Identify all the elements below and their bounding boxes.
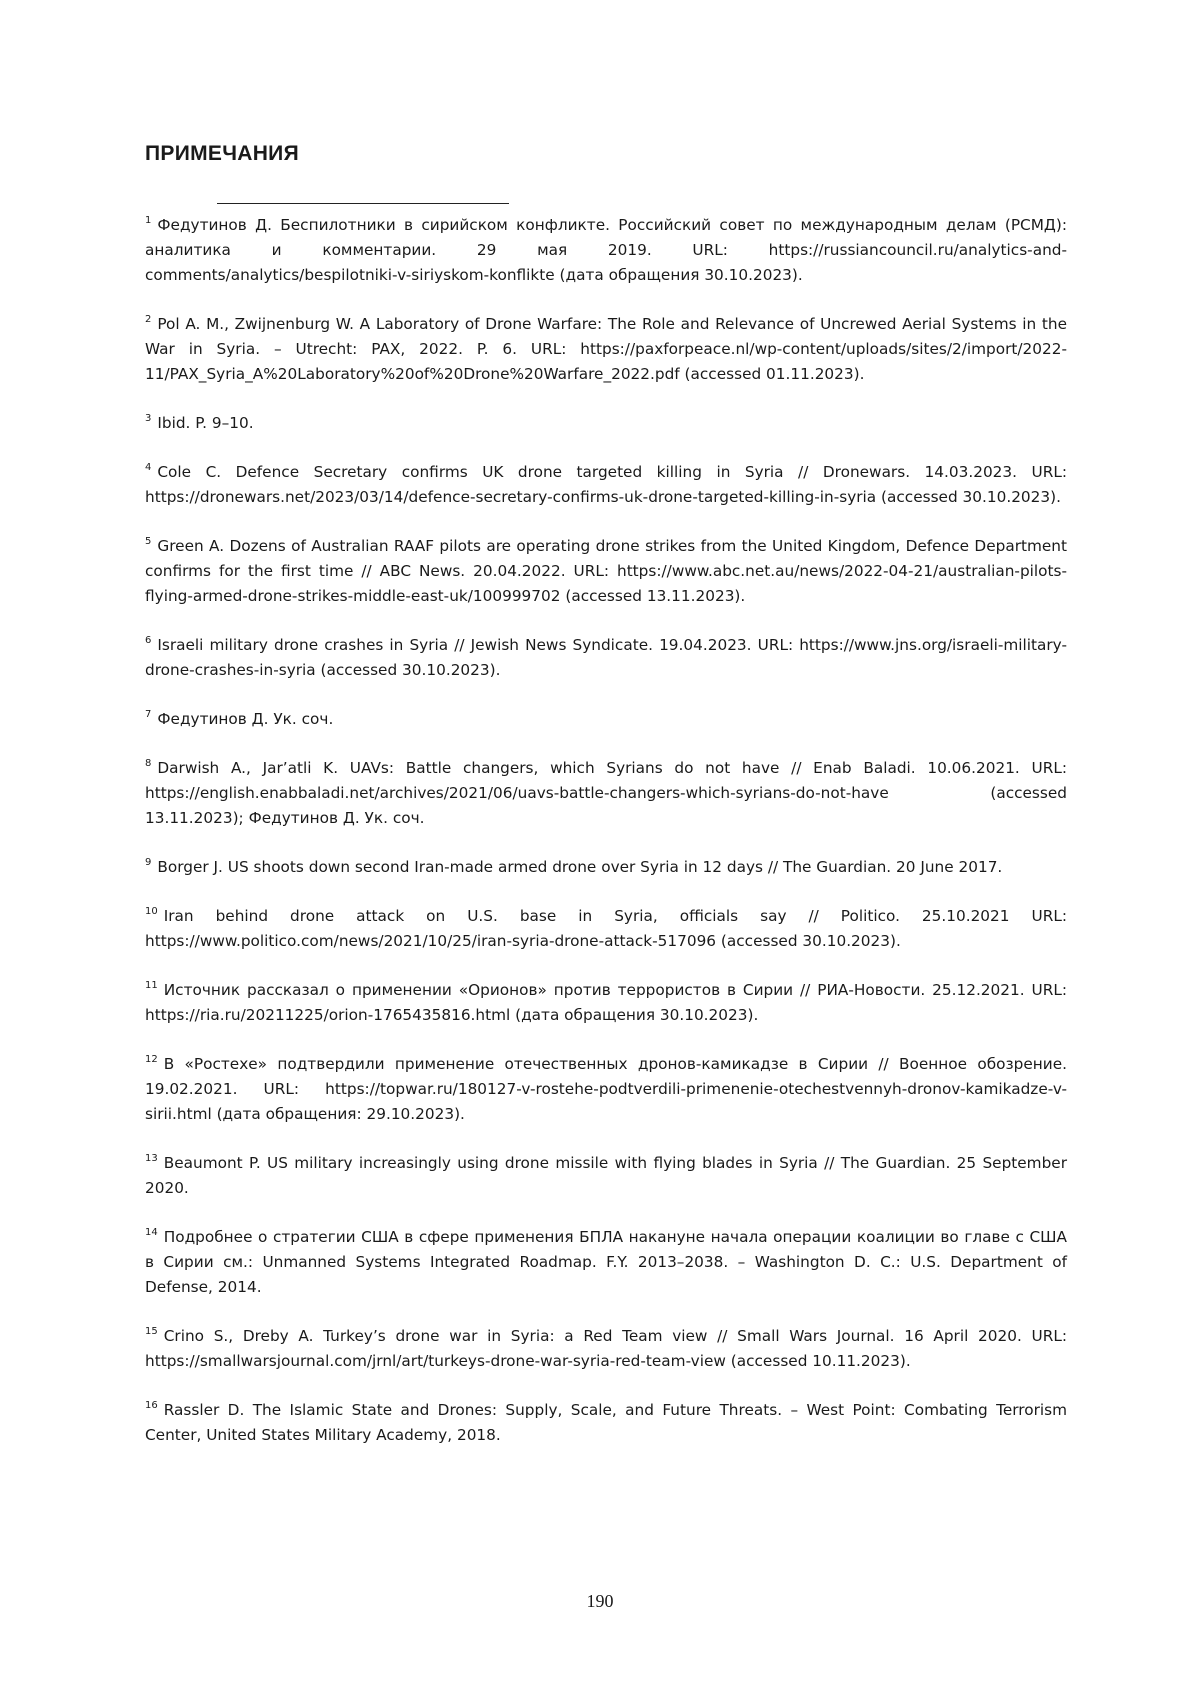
footnote-number: 6 [145,635,152,646]
footnote-number: 7 [145,709,152,720]
footnote [145,312,1067,387]
page-heading: ПРИМЕЧАНИЯ [145,142,299,165]
footnote-text: Rassler D. The Islamic State and Drones: Supply, Scale, and Future Threats. – West Point: Combating Terrorism Center, United States Military Academy, 2018. [145,1401,1067,1444]
footnote [145,633,1067,683]
footnote [145,1324,1067,1374]
footnote [145,460,1067,510]
footnote-text: Cole C. Defence Secretary confirms UK drone targeted killing in Syria // Dronewars. 14.03.2023. URL: https://dronewars.net/2023/03/14/defence-secretary-confirms-uk-drone-targeted-killing-in-syria (accessed 30.10.2023). [145,463,1067,506]
footnote-text: Green A. Dozens of Australian RAAF pilots are operating drone strikes from the United Kingdom, Defence Department confirms for the first time // ABC News. 20.04.2022. URL: https://www.abc.net.au/news/2022-04-21/australian-pilots-flying-armed-drone-strikes-middle-east-uk/100999702 (accessed 13.11.2023). [145,537,1067,605]
footnote-text: Iran behind drone attack on U.S. base in Syria, officials say // Politico. 25.10.2021 URL: https://www.politico.com/news/2021/10/25/iran-syria-drone-attack-517096 (accessed 30.10.2023). [145,907,1067,950]
footnote-text: Crino S., Dreby A. Turkey’s drone war in Syria: a Red Team view // Small Wars Journal. 16 April 2020. URL: https://smallwarsjournal.com/jrnl/art/turkeys-drone-war-syria-red-team-view (accessed 10.11.2023). [145,1327,1067,1370]
footnote [145,1151,1067,1201]
footnote [145,534,1067,609]
footnote-text: Подробнее о стратегии США в сфере применения БПЛА накануне начала операции коалиции во главе с США в Сирии см.: Unmanned Systems Integrated Roadmap. F.Y. 2013–2038. – Washington D. C.: U.S. Department of Defense, 2014. [145,1228,1067,1296]
footnote [145,1398,1067,1448]
footnote-number: 4 [145,462,152,473]
footnote-text: Федутинов Д. Ук. соч. [157,710,334,728]
footnote [145,1052,1067,1127]
footnote-text: Beaumont P. US military increasingly using drone missile with flying blades in Syria // The Guardian. 25 September 2020. [145,1154,1067,1197]
footnote-number: 10 [145,906,158,917]
footnotes-list [145,213,1067,1472]
footnote-number: 16 [145,1400,158,1411]
page-number: 190 [586,1591,614,1611]
footnote [145,855,1067,880]
footnote [145,1225,1067,1300]
footnote [145,904,1067,954]
footnote-number: 14 [145,1227,158,1238]
footnote-separator [217,203,509,204]
footnote-text: Федутинов Д. Беспилотники в сирийском конфликте. Российский совет по международным делам (РСМД): аналитика и комментарии. 29 мая 2019. URL: https://russiancouncil.ru/analytics-and-comments/analytics/bespilotniki-v-siriyskom-konflikte (дата обращения 30.10.2023). [145,216,1067,284]
footnote [145,411,1067,436]
footnote-number: 12 [145,1054,158,1065]
footnote [145,707,1067,732]
footnote-text: Darwish A., Jar’atli K. UAVs: Battle changers, which Syrians do not have // Enab Baladi. 10.06.2021. URL: https://english.enabbaladi.net/archives/2021/06/uavs-battle-changers-which-syrians-do-not-have (accessed 13.11.2023); Федутинов Д. Ук. соч. [145,759,1067,827]
footnote [145,978,1067,1028]
footnote-text: Ibid. P. 9–10. [157,414,254,432]
footnote-number: 1 [145,215,152,226]
footnote-number: 11 [145,980,158,991]
footnote-number: 3 [145,413,152,424]
footnote-text: Israeli military drone crashes in Syria // Jewish News Syndicate. 19.04.2023. URL: https://www.jns.org/israeli-military-drone-crashes-in-syria (accessed 30.10.2023). [145,636,1067,679]
footnote-text: Pol A. M., Zwijnenburg W. A Laboratory of Drone Warfare: The Role and Relevance of Uncrewed Aerial Systems in the War in Syria. – Utrecht: PAX, 2022. P. 6. URL: https://paxforpeace.nl/wp-content/uploads/sites/2/import/2022-11/PAX_Syria_A%20Laboratory%20of%20Drone%20Warfare_2022.pdf (accessed 01.11.2023). [145,315,1067,383]
footnote-text: Borger J. US shoots down second Iran-made armed drone over Syria in 12 days // The Guardian. 20 June 2017. [157,858,1003,876]
footnote [145,213,1067,288]
footnote [145,756,1067,831]
footnote-number: 8 [145,758,152,769]
footnote-text: В «Ростехе» подтвердили применение отечественных дронов-камикадзе в Сирии // Военное обозрение. 19.02.2021. URL: https://topwar.ru/180127-v-rostehe-podtverdili-primenenie-otechestvennyh-dronov-kamikadze-v-sirii.html (дата обращения: 29.10.2023). [145,1055,1067,1123]
footnote-number: 5 [145,536,152,547]
footnote-number: 2 [145,314,152,325]
footnote-number: 13 [145,1153,158,1164]
footnote-number: 15 [145,1326,158,1337]
footnote-text: Источник рассказал о применении «Орионов» против террористов в Сирии // РИА-Новости. 25.12.2021. URL: https://ria.ru/20211225/orion-1765435816.html (дата обращения 30.10.2023). [145,981,1067,1024]
footnote-number: 9 [145,857,152,868]
